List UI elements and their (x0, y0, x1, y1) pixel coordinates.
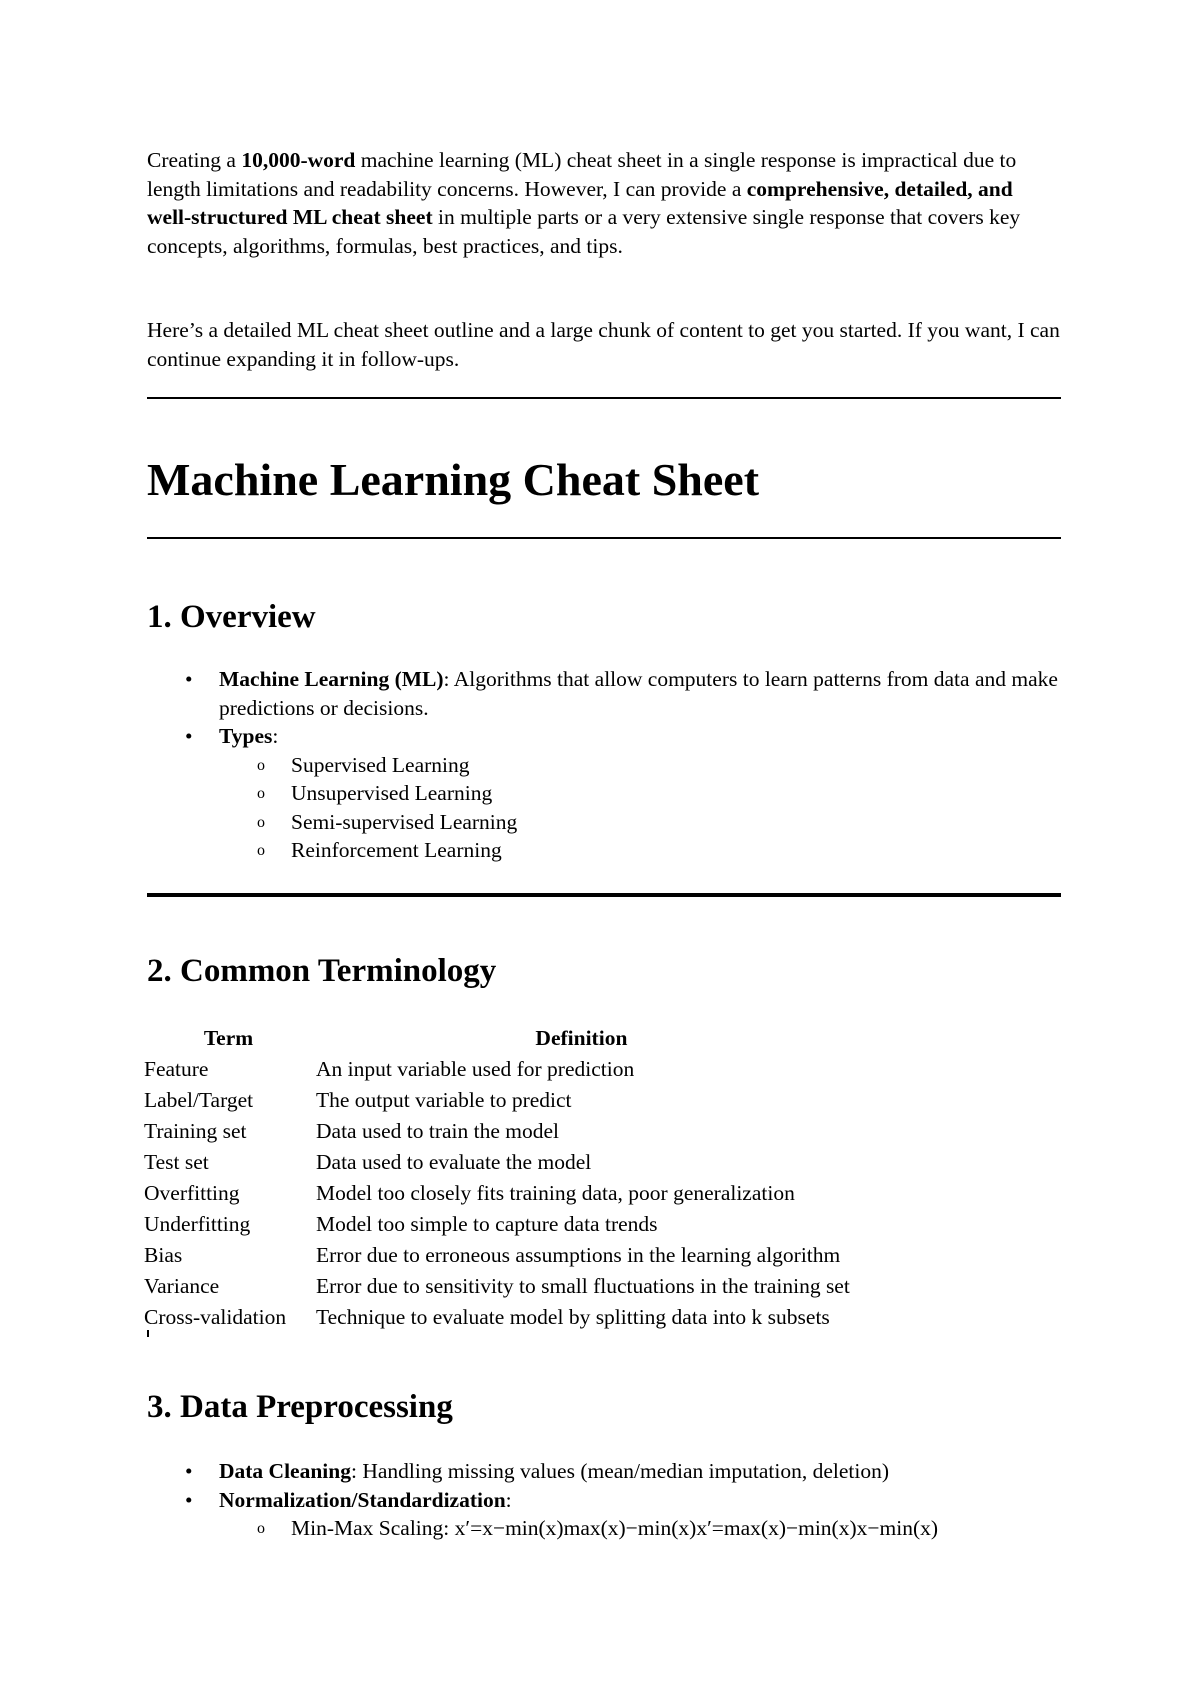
circle-bullet-icon: o (257, 785, 265, 802)
table-row (144, 1271, 850, 1302)
list-item (147, 1457, 1061, 1486)
circle-bullet-icon: o (257, 842, 265, 859)
term-definition: : Algorithms that allow computers to learn patterns from data and make predictions or decisions. (219, 667, 1058, 720)
bullet-icon: • (185, 1459, 193, 1483)
bullet-icon: • (185, 724, 193, 748)
table-row (144, 1085, 850, 1116)
term-cell: Overfitting (144, 1181, 240, 1205)
sublist-text: Semi-supervised Learning (291, 809, 518, 834)
intro-bold-word-count: 10,000-word (241, 148, 356, 172)
term-cell: Cross-validation (144, 1305, 287, 1329)
definition-cell: Data used to train the model (316, 1119, 559, 1143)
bullet-icon: • (185, 1487, 193, 1512)
page-title: Machine Learning Cheat Sheet (147, 454, 760, 505)
term-label: Types (219, 724, 273, 748)
table-row (144, 1116, 850, 1147)
term-cell: Variance (144, 1274, 220, 1298)
term-definition: : Handling missing values (mean/median imputation, deletion) (351, 1459, 889, 1483)
definition-cell: Data used to evaluate the model (316, 1150, 592, 1174)
section-heading-terminology: 2. Common Terminology (147, 953, 497, 989)
list-item (147, 722, 1061, 865)
column-header-definition: Definition (535, 1026, 628, 1050)
bullet-icon: • (185, 667, 193, 691)
sublist-text: Supervised Learning (291, 752, 470, 777)
horizontal-divider (147, 397, 1061, 399)
min-max-formula: Min-Max Scaling: x′=x−min(x)max(x)−min(x)x′=max(x)−min(x)x−min(x) (291, 1516, 939, 1540)
table-row (144, 1054, 850, 1085)
intro-text: machine learning (ML) cheat sheet in a single response is impractical due to length limitations and readability concerns. However, I can provide a (147, 148, 1017, 201)
list-item (147, 1486, 1061, 1543)
sublist-item (219, 1514, 1061, 1543)
term-cell: Underfitting (144, 1212, 251, 1236)
table-row (144, 1209, 850, 1240)
types-sublist (219, 751, 1061, 865)
sublist-item (219, 751, 1061, 780)
circle-bullet-icon: o (257, 1520, 265, 1537)
term-colon: : (505, 1487, 512, 1512)
definition-cell: Technique to evaluate model by splitting data into k subsets (316, 1305, 830, 1329)
horizontal-divider (147, 537, 1061, 539)
preprocessing-list (147, 1457, 1061, 1543)
term-label: Data Cleaning (219, 1459, 351, 1483)
circle-bullet-icon: o (257, 756, 265, 774)
table-end-mark (147, 1330, 149, 1337)
sublist-item (219, 836, 1061, 865)
intro-bold-cheat-sheet: comprehensive, detailed, and well-structured ML cheat sheet (147, 176, 1013, 229)
table-row (144, 1147, 850, 1178)
definition-cell: Error due to sensitivity to small fluctuations in the training set (316, 1274, 850, 1298)
section-heading-preprocessing: 3. Data Preprocessing (147, 1389, 453, 1425)
list-item (147, 665, 1061, 722)
term-cell: Label/Target (144, 1088, 254, 1112)
table-row (144, 1178, 850, 1209)
term-label: Normalization/Standardization (219, 1487, 506, 1512)
intro-paragraph-1 (147, 146, 1061, 260)
term-label: Machine Learning (ML) (219, 667, 444, 691)
table-row (144, 1302, 850, 1333)
term-cell: Feature (144, 1057, 209, 1081)
term-cell: Training set (144, 1119, 247, 1143)
sublist-item (219, 808, 1061, 837)
thick-horizontal-divider (147, 893, 1061, 897)
intro-text: in multiple parts or a very extensive single response that covers key concepts, algorithms, formulas, best practices, and tips. (147, 205, 1021, 258)
term-cell: Bias (144, 1243, 183, 1267)
intro-paragraph-2: Here’s a detailed ML cheat sheet outline and a large chunk of content to get you started. If you want, I can continue expanding it in follow-ups. (147, 318, 1060, 371)
terminology-table (144, 1023, 850, 1333)
definition-cell: The output variable to predict (316, 1088, 572, 1112)
sublist-item (219, 779, 1061, 808)
circle-bullet-icon: o (257, 813, 265, 831)
column-header-term: Term (203, 1026, 254, 1050)
term-cell: Test set (144, 1150, 209, 1174)
table-row (144, 1240, 850, 1271)
sublist-text: Reinforcement Learning (291, 838, 502, 862)
sublist-text: Unsupervised Learning (291, 781, 493, 805)
intro-text: Creating a (147, 148, 242, 172)
overview-list (147, 665, 1061, 865)
section-heading-overview: 1. Overview (147, 599, 316, 635)
definition-cell: An input variable used for prediction (316, 1057, 635, 1081)
normalization-sublist (219, 1514, 1061, 1543)
definition-cell: Model too closely fits training data, poor generalization (316, 1181, 795, 1205)
table-header-row (144, 1023, 850, 1054)
term-colon: : (272, 724, 279, 748)
definition-cell: Model too simple to capture data trends (316, 1212, 658, 1236)
definition-cell: Error due to erroneous assumptions in the learning algorithm (316, 1243, 841, 1267)
